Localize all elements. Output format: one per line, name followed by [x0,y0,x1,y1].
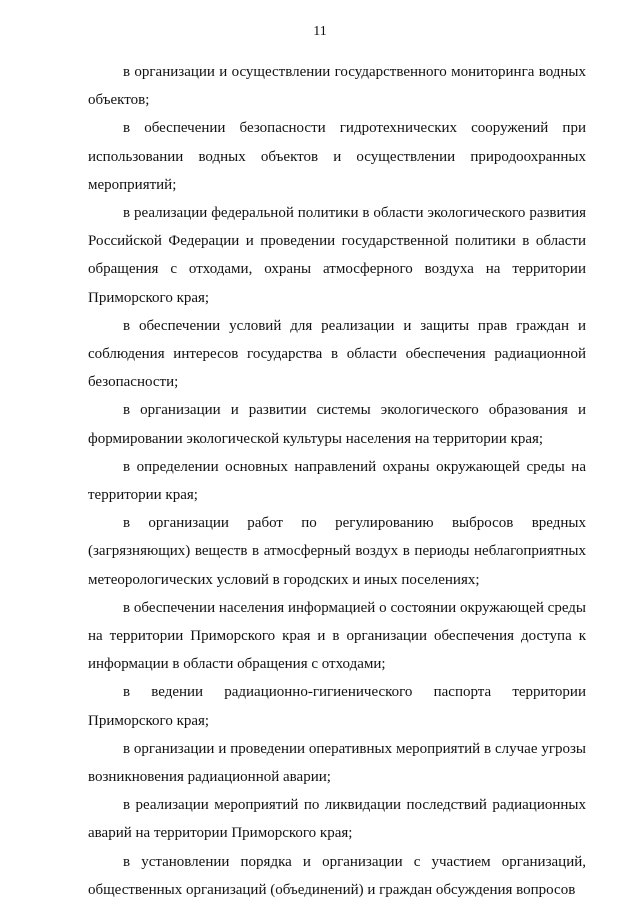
paragraph-monitoring-water-bodies: в организации и осуществлении государственного мониторинга водных объектов; [88,64,586,109]
paragraph-radiation-accident-liquidation: в реализации мероприятий по ликвидации последствий радиационных аварий на территории Приморского края; [88,797,586,842]
paragraph-federal-ecology-policy: в реализации федеральной политики в области экологического развития Российской Федерации и проведении государственной политики в области обращения с отходами, охраны атмосферного воздуха на территории Приморского края; [88,205,586,306]
paragraph-ecological-education: в организации и развитии системы экологического образования и формировании экологической культуры населения на территории края; [88,402,586,447]
paragraph-emissions-regulation: в организации работ по регулированию выбросов вредных (загрязняющих) веществ в атмосферный воздух в периоды неблагоприятных метеорологических условий в городских и иных поселениях; [88,515,586,588]
paragraph-environmental-protection-directions: в определении основных направлений охраны окружающей среды на территории края; [88,458,586,504]
paragraph-radiation-safety-rights: в обеспечении условий для реализации и защиты прав граждан и соблюдения интересов государства в области обеспечения радиационной безопасности; [88,317,586,391]
page-number: 11 [313,24,327,39]
paragraph-hydraulic-structures-safety: в обеспечении безопасности гидротехнических сооружений при использовании водных объектов и осуществлении природоохранных мероприятий; [88,120,586,193]
document-body [88,58,586,904]
paragraph-radiation-accident-threat: в организации и проведении оперативных мероприятий в случае угрозы возникновения радиационной аварии; [88,740,586,786]
paragraph-public-discussion: в установлении порядка и организации с участием организаций, общественных организаций (объединений) и граждан обсуждения вопросов [88,853,586,898]
paragraph-radiation-hygiene-passport: в ведении радиационно-гигиенического паспорта территории Приморского края; [88,684,586,729]
paragraph-public-information: в обеспечении населения информацией о состоянии окружающей среды на территории Приморского края и в организации обеспечения доступа к информации в области обращения с отходами; [88,599,586,673]
